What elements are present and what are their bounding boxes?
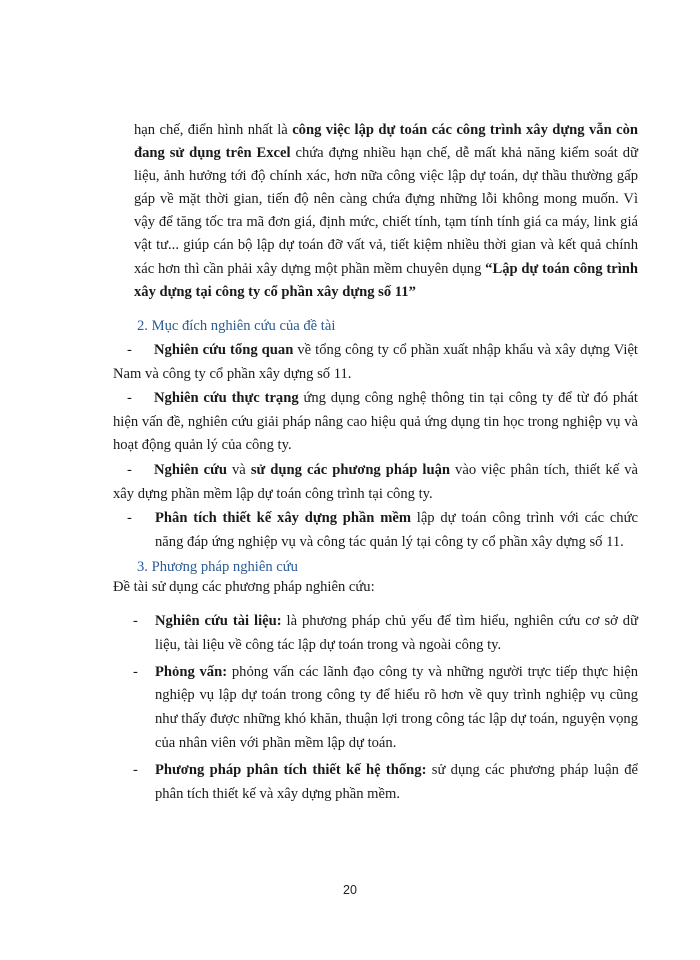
list-item [133, 759, 638, 807]
s2-item-3-mid: và [226, 462, 251, 478]
s2-item-4 [155, 507, 638, 554]
s2-item-3-dash: - [127, 462, 132, 478]
intro-text-1: hạn chế, điển hình nhất là [134, 122, 293, 138]
s2-item-2-text: ứng dụng công nghệ thông tin tại công ty để từ đó phát hiện vấn đề, nghiên cứu giải pháp nâng cao hiệu quả ứng dụng tin học trong nghiệp vụ và hoạt động quản lý của công ty. [113, 390, 638, 454]
bullet-dash: - [133, 761, 138, 778]
s2-item-2-dash: - [127, 390, 132, 406]
list-item [133, 661, 638, 756]
intro-text-2: chứa đựng nhiều hạn chế, dễ mất khả năng kiểm soát dữ liệu, ảnh hưởng tới độ chính xác, hơn nữa công việc lập dự toán, dự thầu thường gấp gáp về mặt thời gian, tiến độ nên càng chứa đựng những lỗi không mong muốn. Vì vậy để tăng tốc tra mã đơn giá, định mức, chiết tính, tạm tính tính giá ca máy, link giá vật tư... giúp cán bộ lập dự toán đỡ vất vả, tiết kiệm nhiều thời gian và kết quả chính xác hơn thì cần phải xây dựng một phần mềm chuyên dụng [134, 145, 638, 277]
s2-item-3-text: vào việc phân tích, thiết kế và xây dựng phần mềm lập dự toán công trình tại công ty. [113, 462, 638, 502]
s2-item-3-bold: Nghiên cứu [154, 462, 227, 478]
method-3-text: sử dụng các phương pháp luận để phân tích thiết kế và xây dựng phần mềm. [155, 761, 638, 802]
page-number: 20 [343, 883, 357, 897]
list-item [133, 610, 638, 658]
s2-item-2-bold: Nghiên cứu thực trạng [154, 390, 299, 406]
methods-list [133, 610, 638, 806]
bullet-dash: - [133, 663, 138, 680]
s2-item-3 [113, 459, 638, 506]
bullet-dash: - [133, 613, 138, 629]
method-2-text: phỏng vấn các lãnh đạo công ty và những người trực tiếp thực hiện nghiệp vụ lập dự toán trong công ty để hiểu rõ hơn về quy trình nghiệp vụ cũng như thấy được những khó khăn, thuận lợi trong công tác lập dự toán, nguyện vọng của nhân viên với phần mềm lập dự toán. [155, 663, 638, 751]
s2-item-4-text: lập dự toán công trình với các chức năng đáp ứng nghiệp vụ và công tác quản lý tại công ty cổ phần xây dựng số 11. [155, 510, 638, 550]
s2-item-1-bold: Nghiên cứu tổng quan [154, 342, 294, 358]
s2-item-4-bold: Phân tích thiết kế xây dựng phần mềm [155, 510, 411, 526]
method-2-bold: Phỏng vấn: [155, 663, 228, 680]
section-3-lead: Đề tài sử dụng các phương pháp nghiên cứu: [113, 579, 375, 595]
method-1-bold: Nghiên cứu tài liệu: [155, 613, 282, 629]
s2-item-1-dash: - [127, 342, 132, 358]
section-3-heading: 3. Phương pháp nghiên cứu [137, 559, 298, 575]
intro-bold-2: “Lập dự toán công trình xây dựng tại công ty cổ phần xây dựng số 11” [134, 260, 638, 300]
method-1-text: là phương pháp chủ yếu để tìm hiểu, nghiên cứu cơ sở dữ liệu, tài liệu về công tác lập dự toán trong và ngoài công ty. [155, 613, 638, 653]
section-2-heading: 2. Mục đích nghiên cứu của đề tài [137, 318, 336, 334]
intro-bold-1: công việc lập dự toán các công trình xây dựng vẫn còn đang sử dụng trên Excel [134, 122, 638, 162]
method-3-bold: Phương pháp phân tích thiết kế hệ thống: [155, 761, 427, 778]
intro-paragraph [134, 119, 638, 304]
s2-item-2 [113, 387, 638, 458]
s2-item-1-text: về tổng công ty cổ phần xuất nhập khẩu và xây dựng Việt Nam và công ty cổ phần xây dựng số 11. [113, 342, 638, 382]
s2-item-3-bold-2: sử dụng các phương pháp luận [250, 462, 451, 478]
s2-item-1 [113, 339, 638, 386]
s2-item-4-dash: - [127, 510, 132, 526]
